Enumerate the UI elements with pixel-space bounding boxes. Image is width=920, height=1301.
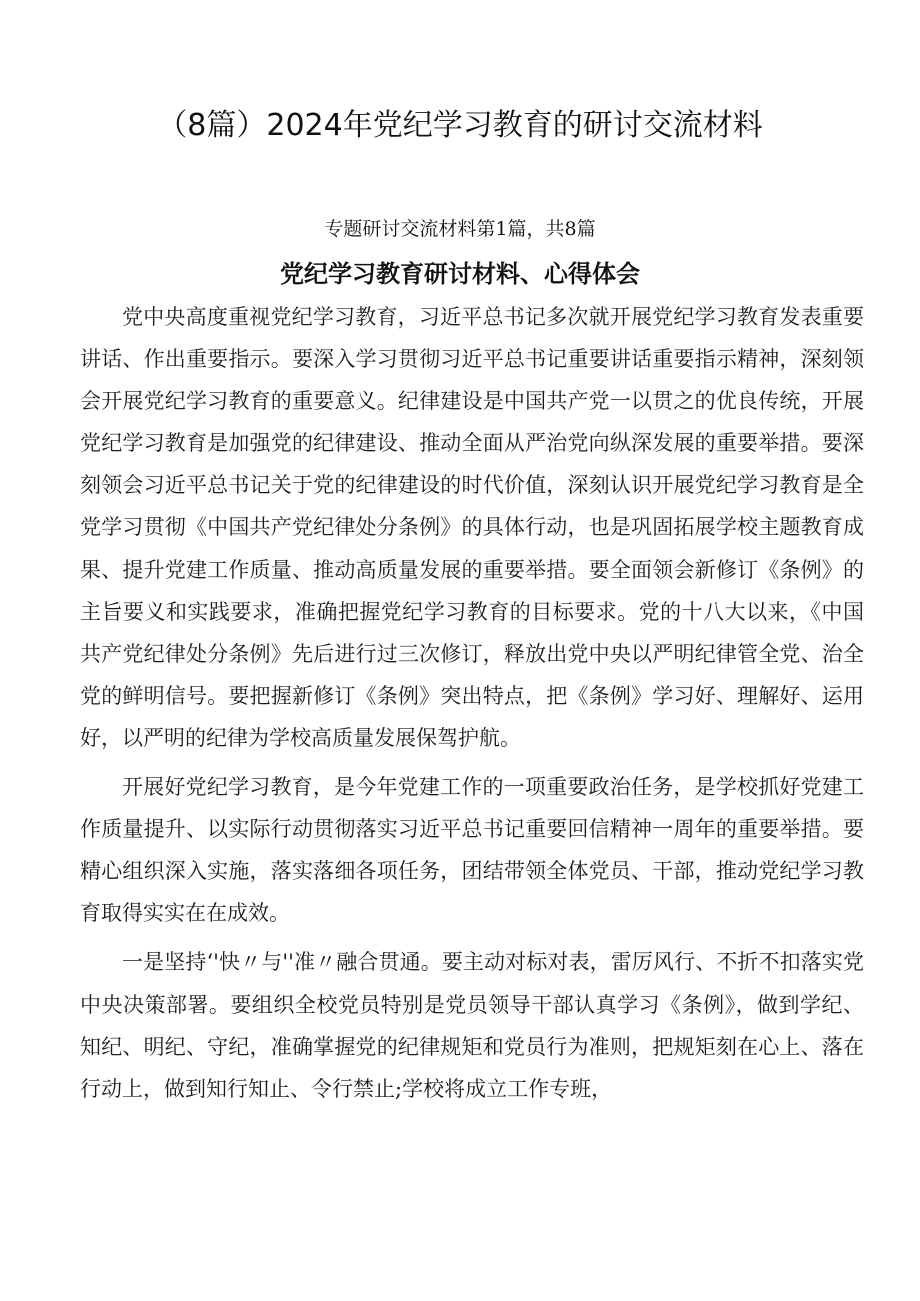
section-title: 党纪学习教育研讨材料、心得体会 xyxy=(280,260,640,288)
document-title: （8篇）2024年党纪学习教育的研讨交流材料 xyxy=(157,108,763,143)
paragraph: 党中央高度重视党纪学习教育，习近平总书记多次就开展党纪学习教育发表重要讲话、作出重要指示。要深入学习贯彻习近平总书记重要讲话重要指示精神，深刻领会开展党纪学习教育的重要意义。纪律建设是中国共产党一以贯之的优良传统，开展党纪学习教育是加强党的纪律建设、推动全面从严治党向纵深发展的重要举措。要深刻领会习近平总书记关于党的纪律建设的时代价值，深刻认识开展党纪学习教育是全党学习贯彻《中国共产党纪律处分条例》的具体行动，也是巩固拓展学校主题教育成果、提升党建工作质量、推动高质量发展的重要举措。要全面领会新修订《条例》的主旨要义和实践要求，准确把握党纪学习教育的目标要求。党的十八大以来，《中国共产党纪律处分条例》先后进行过三次修订，释放出党中央以严明纪律管全党、治全党的鲜明信号。要把握新修订《条例》突出特点，把《条例》学习好、理解好、运用好，以严明的纪律为学校高质量发展保驾护航。 xyxy=(80,305,864,750)
paragraph: 一是坚持‘'快〃与''准〃融合贯通。要主动对标对表，雷厉风行、不折不扣落实党中央决策部署。要组织全校党员特别是党员领导干部认真学习《条例》，做到学纪、知纪、明纪、守纪，准确掌握党的纪律规矩和党员行为准则，把规矩刻在心上、落在行动上，做到知行知止、令行禁止;学校将成立工作专班， xyxy=(80,950,864,1101)
paragraph: 开展好党纪学习教育，是今年党建工作的一项重要政治任务，是学校抓好党建工作质量提升、以实际行动贯彻落实习近平总书记重要回信精神一周年的重要举措。要精心组织深入实施，落实落细各项任务，团结带领全体党员、干部，推动党纪学习教育取得实实在在成效。 xyxy=(80,775,864,926)
document-body xyxy=(80,296,864,1117)
document-subtitle: 专题研讨交流材料第1篇，共8篇 xyxy=(324,218,596,240)
